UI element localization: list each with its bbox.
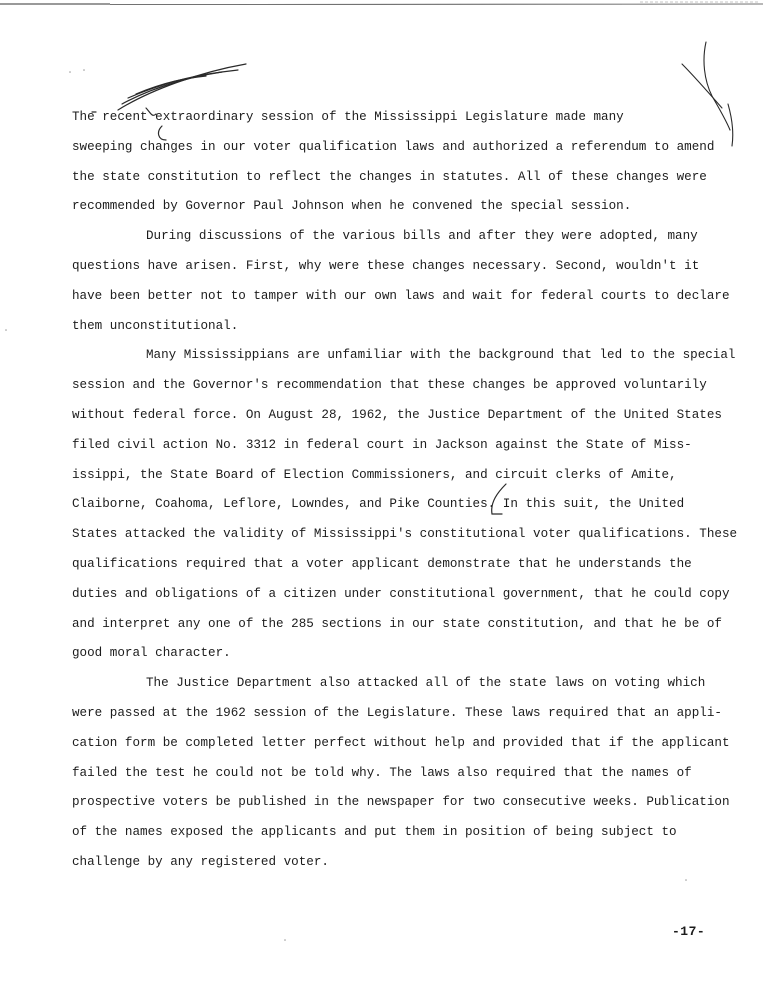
text-line: duties and obligations of a citizen under constitutional government, that he could copy: [72, 586, 730, 601]
text-line: prospective voters be published in the newspaper for two consecutive weeks. Publication: [72, 795, 730, 810]
text-line: qualifications required that a voter applicant demonstrate that he understands the: [72, 556, 692, 571]
document-body: [72, 103, 742, 878]
page-number: -17-: [672, 924, 706, 939]
text-line: filed civil action No. 3312 in federal court in Jackson against the State of Miss-: [72, 437, 692, 452]
text-line: questions have arisen. First, why were these changes necessary. Second, wouldn't it: [72, 258, 700, 273]
text-line: sweeping changes in our voter qualification laws and authorized a referendum to amend: [72, 139, 715, 154]
text-line: were passed at the 1962 session of the Legislature. These laws required that an appli-: [72, 705, 722, 720]
text-line: challenge by any registered voter.: [72, 854, 329, 869]
text-line: States attacked the validity of Mississippi's constitutional voter qualifications. These: [72, 527, 738, 542]
paragraph-3: [72, 341, 742, 669]
text-line: cation form be completed letter perfect without help and provided that if the applicant: [72, 735, 730, 750]
text-line: During discussions of the various bills and after they were adopted, many: [146, 229, 698, 244]
text-line: and interpret any one of the 285 sections in our state constitution, and that he be of: [72, 616, 722, 631]
text-line: The Justice Department also attacked all of the state laws on voting which: [146, 676, 706, 691]
text-line: recommended by Governor Paul Johnson when he convened the special session.: [72, 199, 632, 214]
text-line: the state constitution to reflect the changes in statutes. All of these changes were: [72, 169, 707, 184]
top-edge-line: [0, 0, 763, 10]
text-line: session and the Governor's recommendation that these changes be approved voluntarily: [72, 378, 707, 393]
text-line: have been better not to tamper with our own laws and wait for federal courts to declare: [72, 288, 730, 303]
text-line: failed the test he could not be told why. The laws also required that the names of: [72, 765, 692, 780]
text-line: them unconstitutional.: [72, 318, 239, 333]
paragraph-4: [72, 669, 742, 878]
text-line: Many Mississippians are unfamiliar with the background that led to the special: [146, 348, 736, 363]
text-line: The recent extraordinary session of the Mississippi Legislature made many: [72, 110, 624, 124]
paragraph-2: [72, 222, 742, 341]
text-line: issippi, the State Board of Election Commissioners, and circuit clerks of Amite,: [72, 467, 677, 482]
text-line: of the names exposed the applicants and put them in position of being subject to: [72, 825, 677, 840]
text-line: good moral character.: [72, 646, 231, 661]
text-line: without federal force. On August 28, 1962, the Justice Department of the United States: [72, 407, 722, 422]
text-line: Claiborne, Coahoma, Leflore, Lowndes, and Pike Counties. In this suit, the United: [72, 497, 685, 512]
paragraph-1: [72, 103, 742, 222]
